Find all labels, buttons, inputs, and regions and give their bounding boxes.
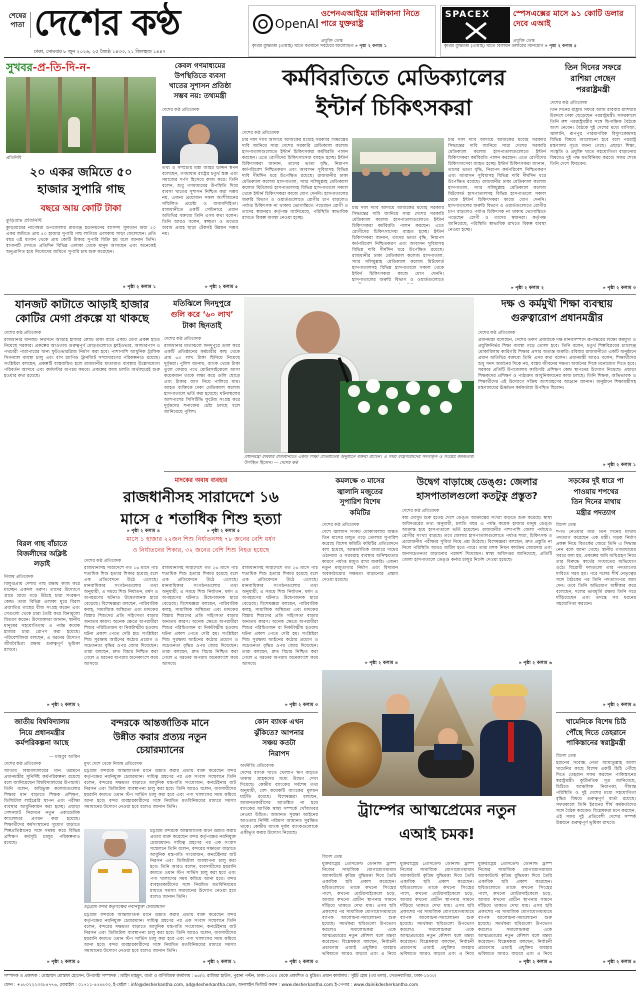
minister-resign-continue[interactable]: » পৃষ্ঠা ২ কলাম ৪ <box>602 703 636 708</box>
lead-body-col2: চার দফা দাবি আদায়ে আজকের মধ্যেই সরকারি সিদ্ধান্তের দাবি জানিয়ে সারা দেশের সরকারি মেডিক্যাল কলেজ হাসপাতালগুলোতে ইন্টার্ন চিকিৎসকরা কর্মবিরতি পালন করছেন। এতে রোগীদের চিকিৎসাসেবা ব্যাহত হচ্ছে। ইন্টার্ন চিকিৎসকরা জানান, তাদের ভাতা বৃদ্ধি, নিরাপদ কর্মপরিবেশ নিশ্চিতকরণ এবং আবাসন সুবিধাসহ বিভিন্ন দাবি দীর্ঘদিন ধরে উপেক্ষিত রয়েছে। রাজধানীর ঢাকা মেডিক্যাল কলেজ হাসপাতাল, স্যার সলিমুল্লাহ মেডিক্যাল কলেজ মিটফোর্ড হাসপাতালসহ বিভিন্ন হাসপাতালে সকাল থেকে ইন্টার্ন চিকিৎসকরা কাজে যোগ দেননি। হাসপাতালের জরুরি বিভাগ ও ওয়ার্ডগুলোতে <box>352 206 444 283</box>
port-chairman-caption: চট্টগ্রাম বন্দর কর্তৃপক্ষের নবনিযুক্ত চেয়ারম্যান <box>84 905 165 910</box>
education-byline: দেশের কণ্ঠ প্রতিবেদক <box>478 331 516 336</box>
port-chairman-photo <box>84 829 146 903</box>
megaproject-continue[interactable]: » পৃষ্ঠা ২ কলাম ৪ <box>126 529 160 534</box>
port-chairman-body-bottom: চট্টগ্রাম বন্দরকে আন্তর্জাতিক মানে উন্নীত করার প্রত্যয় ব্যক্ত করেছেন বন্দর কর্তৃপক্ষের নবনিযুক্ত চেয়ারম্যান। দায়িত্ব গ্রহণের পর এক সংবাদ সম্মেলনে তিনি বলেন, বন্দরের সক্ষমতা বাড়াতে আধুনিক যন্ত্রপাতি সংযোজন, কনটেইনার জট নিরসন এবং ডিজিটাল ব্যবস্থাপনা চালু করা হবে। তিনি আরও বলেন, ব্যবসায়ীদের হয়রানি কমাতে ওয়ান স্টপ সার্ভিস চালু করা হবে এবং পণ্য খালাসের সময় কমিয়ে আনা হবে। বন্দর ব্যবহারকারীদের সঙ্গে নিয়মিত মতবিনিময়ের মাধ্যমে সমস্যা সমাধানের উদ্যোগ নেওয়া হবে বলেও জানান তিনি। <box>84 913 236 954</box>
sukhobor-subhead: বছরে আয় কোটি টাকা <box>40 204 122 214</box>
openai-caption: কৃত্রিম বুদ্ধিমত্তা (এআই) খাতে বর্তমানে সবচেয়ে আলোচিত » পৃষ্ঠা ২ কলাম ১ <box>252 44 387 49</box>
lion-figure <box>326 722 382 788</box>
dengue-body: বর্ষা মৌসুম শুরু হতেই দেশে ডেঙ্গু আক্রান্তের সংখ্যা বাড়তে শুরু করেছে। স্বাস্থ্য অধিদপ্তরের তথ্য অনুযায়ী, চলতি বছর এ পর্যন্ত কয়েক হাজার মানুষ ডেঙ্গু আক্রান্ত হয়ে হাসপাতালে ভর্তি হয়েছেন। রাজধানীর পাশাপাশি জেলা পর্যায়েও রোগীর সংখ্যা বাড়ছে। তবে জেলার হাসপাতালগুলোতে পর্যাপ্ত শয্যা, চিকিৎসক ও প্রয়োজনীয় পরীক্ষার সুবিধা নিয়ে প্রশ্ন উঠেছে। বিশেষজ্ঞরা বলছেন, দ্রুত প্রস্তুতি না নিলে পরিস্থিতি আরও জটিল হতে পারে। তারা মশক নিধন কার্যক্রম জোরদার এবং জনসচেতনতা বাড়ানোর পরামর্শ দিয়েছেন। স্বাস্থ্য অধিদপ্তর জানিয়েছে, প্রতিটি জেলা হাসপাতালে ডেঙ্গু কর্নার চালুর নির্দেশ দেওয়া হয়েছে। <box>402 516 552 563</box>
bank-risk-headline[interactable]: কোন ব্যাংক এখন ঝুঁকিতে? আপনার সঞ্চয় কতটা নিরাপদ <box>254 718 304 758</box>
rare-tree-byline: নিজস্ব প্রতিবেদক <box>4 575 34 580</box>
russia-headline[interactable]: তিন দিনের সফরে রাশিয়া গেছেন পররাষ্ট্রমন্ত্রী <box>564 63 622 94</box>
fuel-committee-byline: দেশের কণ্ঠ প্রতিবেদক <box>322 523 360 528</box>
motijheel-headline[interactable]: মতিঝিলে দিনদুপুরে গুলি করে ‘৬০ লাখ’ টাকা ছিনতাই <box>170 299 234 330</box>
child-headline[interactable]: রাজধানীসহ সারাদেশে ১৬ মাসে ৫ শতাধিক শিশু হত্যা <box>120 488 282 528</box>
dengue-headline[interactable]: উদ্বেগ বাড়াচ্ছে ডেঙ্গু: জেলার হাসপাতালগুলো কতটুকু প্রস্তুত? <box>416 477 538 502</box>
sukhobor-credit: প্রতিনিধি <box>6 156 22 161</box>
child-continue[interactable]: » পৃষ্ঠা ২ কলাম ৩ <box>284 703 318 708</box>
port-chairman-body-side: চট্টগ্রাম বন্দরকে আন্তর্জাতিক মানে উন্নীত করার প্রত্যয় ব্যক্ত করেছেন বন্দর কর্তৃপক্ষের নবনিযুক্ত চেয়ারম্যান। দায়িত্ব গ্রহণের পর এক সংবাদ সম্মেলনে তিনি বলেন, বন্দরের সক্ষমতা বাড়াতে আধুনিক যন্ত্রপাতি সংযোজন, কনটেইনার জট নিরসন এবং ডিজিটাল ব্যবস্থাপনা চালু করা হবে। তিনি আরও বলেন, ব্যবসায়ীদের হয়রানি কমাতে ওয়ান স্টপ সার্ভিস চালু করা হবে এবং পণ্য খালাসের সময় কমিয়ে আনা হবে। বন্দর ব্যবহারকারীদের সঙ্গে নিয়মিত মতবিনিময়ের মাধ্যমে সমস্যা সমাধানের উদ্যোগ নেওয়া হবে বলেও জানান তিনি। <box>150 829 236 900</box>
bank-risk-body: দেশের ব্যাংক খাতে খেলাপি ঋণ বাড়তে থাকায় গ্রাহকদের মধ্যে উদ্বেগ দেখা দিয়েছে। কেন্দ্রীয় ব্যাংকের সর্বশেষ তথ্য অনুযায়ী, বেশ কয়েকটি ব্যাংকের মূলধন ঘাটতি রয়েছে। বিশেষজ্ঞরা বলছেন, আমানতকারীদের আতঙ্কিত না হয়ে ব্যাংকের আর্থিক স্বাস্থ্য সম্পর্কে খোঁজখবর নেওয়া উচিত। আমানত সুরক্ষা আইনের আওতায় নির্দিষ্ট পরিমাণ আমানত সুরক্ষিত থাকে। কেন্দ্রীয় ব্যাংক দুর্বল ব্যাংকগুলোকে একীভূত করার উদ্যোগ নিয়েছে। <box>240 771 318 836</box>
openai-headline[interactable]: ওপেনএআইয়ে মালিকানা নিতে পারে যুক্তরাষ্ট্র <box>321 9 420 28</box>
minister-byline: দেশের কণ্ঠ প্রতিবেদক <box>162 108 200 113</box>
sukhobor-body: কুড়িগ্রামের নাগেশ্বরী উপজেলার রায়গঞ্জ ইউনিয়নের বাসিন্দা সুলতান মিয়া ২০ একর জমিতে প্রায় ৫০ হাজার সুপারি গাছ লাগিয়ে এলাকায় সাড়া ফেলেছেন। প্রতি বছর এই বাগান থেকে প্রায় কোটি টাকার সুপারি বিক্রি হয় বলে জানান তিনি। বাগানটি দেখতে প্রতিদিন বিভিন্ন এলাকা থেকে মানুষ আসছেন এবং অনেকেই অনুপ্রাণিত হয়ে নিজেদের জমিতে সুপারি চাষ শুরু করেছেন। <box>6 226 156 255</box>
trump-ai-continue[interactable]: » পৃষ্ঠা ২ কলাম ৬ <box>518 960 552 965</box>
openai-byline: প্রযুক্তি ডেস্ক <box>321 39 343 44</box>
lead-body: চার দফা দাবি আদায়ে আজকের মধ্যেই সরকারি সিদ্ধান্তের দাবি জানিয়ে সারা দেশের সরকারি মেডিক্যাল কলেজ হাসপাতালগুলোতে ইন্টার্ন চিকিৎসকরা কর্মবিরতি পালন করছেন। এতে রোগীদের চিকিৎসাসেবা ব্যাহত হচ্ছে। ইন্টার্ন চিকিৎসকরা জানান, তাদের ভাতা বৃদ্ধি, নিরাপদ কর্মপরিবেশ নিশ্চিতকরণ এবং আবাসন সুবিধাসহ বিভিন্ন দাবি দীর্ঘদিন ধরে উপেক্ষিত রয়েছে। রাজধানীর ঢাকা মেডিক্যাল কলেজ হাসপাতাল, স্যার সলিমুল্লাহ মেডিক্যাল কলেজ মিটফোর্ড হাসপাতালসহ বিভিন্ন হাসপাতালে সকাল থেকে ইন্টার্ন চিকিৎসকরা কাজে যোগ দেননি। হাসপাতালের জরুরি বিভাগ ও ওয়ার্ডগুলোতে রোগীর চাপ বাড়লেও পর্যাপ্ত চিকিৎসক না থাকায় ভোগান্তিতে পড়েছেন রোগী ও তাদের স্বজনরা। কর্তৃপক্ষ জানিয়েছে, পরিস্থিতি স্বাভাবিক রাখতে বিকল্প ব্যবস্থা নেওয়া হচ্ছে। <box>242 138 348 221</box>
national-university-continue[interactable]: » পৃষ্ঠা ২ কলাম ৫ <box>46 960 80 965</box>
openai-logo-text: OpenAI <box>275 17 319 31</box>
megaproject-headline[interactable]: যানজট কাটাতে আড়াই হাজার কোটির মেগা প্রকল্পে যা থাকছে <box>15 298 149 325</box>
sukhobor-headline[interactable]: ২০ একর জমিতে ৫০ হাজার সুপারি গাছ <box>29 165 133 196</box>
port-chairman-body: চট্টগ্রাম বন্দরকে আন্তর্জাতিক মানে উন্নীত করার প্রত্যয় ব্যক্ত করেছেন বন্দর কর্তৃপক্ষের নবনিযুক্ত চেয়ারম্যান। দায়িত্ব গ্রহণের পর এক সংবাদ সম্মেলনে তিনি বলেন, বন্দরের সক্ষমতা বাড়াতে আধুনিক যন্ত্রপাতি সংযোজন, কনটেইনার জট নিরসন এবং ডিজিটাল ব্যবস্থাপনা চালু করা হবে। তিনি আরও বলেন, ব্যবসায়ীদের হয়রানি কমাতে ওয়ান স্টপ সার্ভিস চালু করা হবে এবং পণ্য খালাসের সময় কমিয়ে আনা হবে। বন্দর ব্যবহারকারীদের সঙ্গে নিয়মিত মতবিনিময়ের মাধ্যমে সমস্যা সমাধানের উদ্যোগ নেওয়া হবে বলেও জানান তিনি। <box>84 769 236 810</box>
port-chairman-article[interactable] <box>84 715 236 967</box>
openai-logo <box>251 10 319 38</box>
masthead-section-label: শেষের পাতা <box>5 12 31 38</box>
minister-article[interactable] <box>162 60 238 292</box>
khamenei-letter-article[interactable] <box>556 715 636 967</box>
rule-row3 <box>4 712 318 713</box>
russia-article[interactable] <box>550 60 636 292</box>
lead-body-col3: চার দফা দাবি আদায়ে আজকের মধ্যেই সরকারি সিদ্ধান্তের দাবি জানিয়ে সারা দেশের সরকারি মেডিক্যাল কলেজ হাসপাতালগুলোতে ইন্টার্ন চিকিৎসকরা কর্মবিরতি পালন করছেন। এতে রোগীদের চিকিৎসাসেবা ব্যাহত হচ্ছে। ইন্টার্ন চিকিৎসকরা জানান, তাদের ভাতা বৃদ্ধি, নিরাপদ কর্মপরিবেশ নিশ্চিতকরণ এবং আবাসন সুবিধাসহ বিভিন্ন দাবি দীর্ঘদিন ধরে উপেক্ষিত রয়েছে। রাজধানীর ঢাকা মেডিক্যাল কলেজ হাসপাতাল, স্যার সলিমুল্লাহ মেডিক্যাল কলেজ মিটফোর্ড হাসপাতালসহ বিভিন্ন হাসপাতালে সকাল থেকে ইন্টার্ন চিকিৎসকরা কাজে যোগ দেননি। হাসপাতালের জরুরি বিভাগ ও ওয়ার্ডগুলোতে রোগীর চাপ বাড়লেও পর্যাপ্ত চিকিৎসক না থাকায় ভোগান্তিতে পড়েছেন রোগী ও তাদের স্বজনরা। কর্তৃপক্ষ জানিয়েছে, পরিস্থিতি স্বাভাবিক রাখতে বিকল্প ব্যবস্থা নেওয়া হচ্ছে। <box>448 138 546 233</box>
openai-ad[interactable] <box>248 5 436 57</box>
child-body-col3: রাজধানীসহ সারাদেশে গত ১৬ মাসে পাঁচ শতাধিক শিশু হত্যার শিকার হয়েছে বলে এক প্রতিবেদনে উঠে এসেছে। মানবাধিকার সংগঠনগুলোর তথ্য অনুযায়ী, এ সময়ে শিশু নির্যাতন, ধর্ষণ ও অপহরণের ঘটনাও উদ্বেগজনক হারে বেড়েছে। বিশেষজ্ঞরা বলছেন, পারিবারিক কলহ, সামাজিক অস্থিরতা এবং মাদকের বিস্তার শিশুদের প্রতি সহিংসতা বাড়ার অন্যতম কারণ। অনেক ক্ষেত্রে অপরাধীরা শিশুর পরিচিতজন বা নিকটাত্মীয় হওয়ায় ঘটনা প্রকাশ পেতে দেরি হয়। সংশ্লিষ্টরা শিশু সুরক্ষায় আইনের কঠোর প্রয়োগ ও সচেতনতা বৃদ্ধির ওপর জোর দিয়েছেন। তারা বলছেন, দ্রুত বিচার নিশ্চিত করা গেলে এ ধরনের অপরাধ অনেকাংশে কমে আসবে। <box>242 566 318 667</box>
lead-headline[interactable]: কর্মবিরতিতে মেডিক্যালের ইন্টার্ন চিকিৎসকরা <box>282 66 506 121</box>
minister-resign-byline: বিদেশ ডেস্ক <box>556 523 576 528</box>
child-murder-article[interactable] <box>84 474 318 710</box>
trump-ai-body-col3: যুক্তরাষ্ট্রের প্রেসিডেন্ট ডোনাল্ড ট্রাম্প নিজের সামাজিক যোগাযোগমাধ্যম অ্যাকাউন্টে কৃত্রিম বুদ্ধিমত্তা দিয়ে তৈরি একাধিক ছবি প্রকাশ করেছেন। ছবিগুলোতে তাকে কখনো সিংহের পাশে, কখনো মোটরসাইকেলে চড়ে, আবার কখনো প্রাচীন স্থাপনার সামনে দাঁড়িয়ে থাকতে দেখা যায়। এসব ছবি প্রকাশের পর সামাজিক যোগাযোগমাধ্যমে ব্যাপক আলোচনা-সমালোচনা শুরু হয়েছে। সমর্থকরা ছবিগুলো উপভোগ করলেও সমালোচকরা একে আত্মপ্রচারের নতুন কৌশল বলে মন্তব্য করেছেন। বিশ্লেষকরা বলছেন, নির্বাচনী প্রচারণায় এআই প্রযুক্তির ব্যবহার ভবিষ্যতে আরও বাড়বে এবং এ নিয়ে <box>478 862 552 956</box>
minister-headline[interactable]: কেবল গণমাধ্যমের উপস্থিতিতে ব্যবসা খাতের সুশাসন প্রতিষ্ঠা সম্ভব নয়: তথ্যমন্ত্রী <box>168 62 232 100</box>
motijheel-continue[interactable]: » পৃষ্ঠা ২ কলাম ৫ <box>206 529 240 534</box>
national-university-author: — মাহবুব আমিন <box>49 755 80 760</box>
spacex-logo <box>442 7 510 43</box>
minister-resign-body: শপথ নেওয়ার মাত্র তিন দিনের মাথায় পদত্যাগ করেছেন এক মন্ত্রী। সড়ক নির্মাণ প্রকল্প নিয়ে বিতর্কের জেরে তিনি এ সিদ্ধান্ত নেন বলে জানা গেছে। স্থানীয় গণমাধ্যমের খবরে বলা হয়, প্রকল্পের জমি অধিগ্রহণ নিয়ে তার বিরুদ্ধে স্বার্থের সংঘাতের অভিযোগ ওঠে। বিরোধী দলগুলো তার পদত্যাগের দাবিতে সরব হয়। পরে দলের শীর্ষ নেতৃত্বের সঙ্গে বৈঠকের পর তিনি পদত্যাগপত্র জমা দেন। তবে তিনি অভিযোগ অস্বীকার করে বলেছেন, দলের ভাবমূর্তি রক্ষায় তিনি সরে দাঁড়িয়েছেন এবং তদন্তে সব ধরনের সহযোগিতা করবেন। <box>556 530 636 607</box>
rule-row2 <box>164 471 636 472</box>
trump-ai-article[interactable] <box>322 670 552 967</box>
motijheel-body: রাজধানীর মতিঝিলে দিনদুপুরে গুলি করে একটি প্রতিষ্ঠানের কর্মচারীর কাছ থেকে প্রায় ৬০ লাখ টাকা ছিনিয়ে নিয়েছে দুর্বৃত্তরা। পুলিশ জানায়, ব্যাংক থেকে টাকা তুলে ফেরার পথে মোটরসাইকেলে আসা কয়েকজন তাকে লক্ষ্য করে গুলি ছোড়ে এবং টাকার ব্যাগ নিয়ে পালিয়ে যায়। আহত ব্যক্তিকে ঢাকা মেডিক্যাল কলেজ হাসপাতালে ভর্তি করা হয়েছে। ঘটনাস্থলের আশপাশের সিসিটিভি ফুটেজ সংগ্রহ করে দুর্বৃত্তদের শনাক্তের চেষ্টা চলছে বলে জানিয়েছে পুলিশ। <box>164 344 240 415</box>
minister-resign-headline[interactable]: সড়কের দুই ধারে পা পাওয়ায় শপথের তিন দিনের মাথায় মন্ত্রীর পদত্যাগ <box>568 477 624 517</box>
education-headline[interactable]: দক্ষ ও কর্মমুখী শিক্ষা ব্যবস্থায় গুরুত্বারোপ প্রধানমন্ত্রীর <box>501 299 613 324</box>
trump-ai-headline[interactable]: ট্রাম্পের আত্মপ্রেমের নতুন এআই চমক! <box>357 801 517 843</box>
minister-body: তথ্য ও সম্প্রচার মন্ত্রী জহির উদ্দিন স্বপন বলেছেন, গণমাধ্যম রাষ্ট্রের চতুর্থ স্তম্ভ এবং সমাজের দর্পণ হিসেবে কাজ করে। তিনি বলেন, শুধু গণমাধ্যমের উপস্থিতি দিয়ে ব্যবসা খাতের সুশাসন নিশ্চিত করা সম্ভব নয়, এজন্য প্রয়োজন সকল অংশীজনের সম্মিলিত প্রচেষ্টা ও জবাবদিহিতা। রাজধানীতে একটি সেমিনারে প্রধান অতিথির বক্তব্যে তিনি এসব কথা বলেন। তিনি আরও বলেন, স্বচ্ছতা ও তথ্যের অবাধ প্রবাহ ছাড়া টেকসই উন্নয়ন সম্ভব নয়। <box>162 166 238 237</box>
spacex-byline: প্রযুক্তি ডেস্ক <box>513 39 535 44</box>
betel-nut-photo <box>6 77 156 153</box>
dateline: ঢাকা, সোমবার ৮ জুন ২০২৬, ২৫ জ্যৈষ্ঠ ১৪৩৩, ২১ জিলহজ ১৪৪৭ <box>34 50 166 55</box>
lead-protest-photo <box>352 138 444 202</box>
spacex-logo-text: SPACEX <box>445 10 490 20</box>
fuel-committee-article[interactable] <box>322 474 398 668</box>
rare-tree-article[interactable] <box>4 538 80 710</box>
bank-risk-continue[interactable]: » পৃষ্ঠা ২ কলাম ৩ <box>284 960 318 965</box>
x-mark-icon <box>464 21 488 41</box>
fuel-committee-body: দেশে জ্বালানি সংকট মোকাবিলায় অন্তত তিন মাসের মজুত গড়ে তোলার সুপারিশ করেছে বিশেষ কমিটি। কমিটির প্রতিবেদনে বলা হয়েছে, আন্তর্জাতিক বাজারে দামের ওঠানামা ও সরবরাহ ব্যবস্থার অনিশ্চয়তার কারণে পর্যাপ্ত মজুত রাখা জরুরি। এজন্য নতুন মজুতাগার নির্মাণ এবং বিদ্যমান অবকাঠামোর সক্ষমতা বাড়ানোর প্রস্তাব দেওয়া হয়েছে। <box>322 530 398 583</box>
child-body-col2: রাজধানীসহ সারাদেশে গত ১৬ মাসে পাঁচ শতাধিক শিশু হত্যার শিকার হয়েছে বলে এক প্রতিবেদনে উঠে এসেছে। মানবাধিকার সংগঠনগুলোর তথ্য অনুযায়ী, এ সময়ে শিশু নির্যাতন, ধর্ষণ ও অপহরণের ঘটনাও উদ্বেগজনক হারে বেড়েছে। বিশেষজ্ঞরা বলছেন, পারিবারিক কলহ, সামাজিক অস্থিরতা এবং মাদকের বিস্তার শিশুদের প্রতি সহিংসতা বাড়ার অন্যতম কারণ। অনেক ক্ষেত্রে অপরাধীরা শিশুর পরিচিতজন বা নিকটাত্মীয় হওয়ায় ঘটনা প্রকাশ পেতে দেরি হয়। সংশ্লিষ্টরা শিশু সুরক্ষায় আইনের কঠোর প্রয়োগ ও সচেতনতা বৃদ্ধির ওপর জোর দিয়েছেন। তারা বলছেন, দ্রুত বিচার নিশ্চিত করা গেলে এ ধরনের অপরাধ অনেকাংশে কমে আসবে। <box>162 566 238 667</box>
trump-ai-body-col2: যুক্তরাষ্ট্রের প্রেসিডেন্ট ডোনাল্ড ট্রাম্প নিজের সামাজিক যোগাযোগমাধ্যম অ্যাকাউন্টে কৃত্রিম বুদ্ধিমত্তা দিয়ে তৈরি একাধিক ছবি প্রকাশ করেছেন। ছবিগুলোতে তাকে কখনো সিংহের পাশে, কখনো মোটরসাইকেলে চড়ে, আবার কখনো প্রাচীন স্থাপনার সামনে দাঁড়িয়ে থাকতে দেখা যায়। এসব ছবি প্রকাশের পর সামাজিক যোগাযোগমাধ্যমে ব্যাপক আলোচনা-সমালোচনা শুরু হয়েছে। সমর্থকরা ছবিগুলো উপভোগ করলেও সমালোচকরা একে আত্মপ্রচারের নতুন কৌশল বলে মন্তব্য করেছেন। বিশ্লেষকরা বলছেন, নির্বাচনী প্রচারণায় এআই প্রযুক্তির ব্যবহার ভবিষ্যতে আরও বাড়বে এবং এ নিয়ে <box>400 862 474 956</box>
dengue-byline: দেশের কণ্ঠ প্রতিবেদক <box>402 509 440 514</box>
pm-photo-caption: প্রধানমন্ত্রী রবিবার রাজধানীতে একটি শিক্ষা প্রতিষ্ঠানের অনুষ্ঠানে বক্তব্য রাখেন। এ সময় মন্ত্রিপরিষদের সদস্যবৃন্দ ও সংশ্লিষ্ট কর্মকর্তারা উপস্থিত ছিলেন। — দেশের কণ্ঠ <box>244 455 474 466</box>
education-continue[interactable]: » পৃষ্ঠা ২ কলাম ১ <box>602 463 636 468</box>
port-chairman-continue[interactable]: » পৃষ্ঠা ২ কলাম ১ <box>202 960 236 965</box>
sukhobor-label: সুখবর-প্র-তি-দি-ন- <box>6 61 91 74</box>
motijheel-byline: দেশের কণ্ঠ প্রতিবেদক <box>164 337 202 342</box>
spacex-headline[interactable]: স্পেসএক্সের মাসে ৯১ কোটি ডলার দেবে এআই <box>513 9 624 28</box>
national-university-article[interactable] <box>4 715 80 967</box>
national-university-body: জাতীয় বিশ্ববিদ্যালয়ের মান উন্নয়নে প্রধানমন্ত্রীর সুনির্দিষ্ট কর্মপরিকল্পনা রয়েছে বলে জানিয়েছেন বিশ্ববিদ্যালয়ের উপাচার্য। তিনি বলেন, অধিভুক্ত কলেজগুলোর শিক্ষার মান বাড়াতে শিক্ষক প্রশিক্ষণ, ডিজিটাল লাইব্রেরি স্থাপন এবং পরীক্ষা ব্যবস্থার আধুনিকায়ন করা হচ্ছে। এছাড়া সেশনজট নিরসনে নতুন একাডেমিক ক্যালেন্ডার প্রণয়ন করা হয়েছে। শিক্ষার্থীদের কর্মসংস্থানের সুযোগ বাড়াতে শিল্পপ্রতিষ্ঠানের সঙ্গে সমন্বয় করে বিভিন্ন প্রশিক্ষণ কর্মসূচি চালুর পরিকল্পনাও রয়েছে। <box>4 769 80 846</box>
khamenei-letter-headline[interactable]: খামেনিকে বিশেষ চিঠি পৌঁছে দিতে তেহরানে পাকিস্তানের স্বরাষ্ট্রমন্ত্রী <box>565 718 627 747</box>
footer-rule <box>4 970 636 971</box>
minister-continue[interactable]: » পৃষ্ঠা ২ কলাম ৫ <box>204 285 238 290</box>
child-byline: দেশের কণ্ঠ প্রতিবেদক <box>84 559 122 564</box>
imprint-line-1: সম্পাদক ও প্রকাশক : মোহাম্মদ মোস্তফা হোসেন, উপদেষ্টা সম্পাদক : মাহিদ মাহমুদ, বার্তা ও বাণিজ্যিক কার্যালয় : ৬৫/৩, রাজিয়া হাউস, পুরানা পল্টন, ঢাকা-১০০০ থেকে প্রকাশিত ও মুদ্রিত। প্রধান কার্যালয় : সুইট হোম (৩য় তলা), সেগুনবাগিচা, ঢাকা-১০০০। <box>4 974 437 979</box>
bank-risk-article[interactable] <box>240 715 318 967</box>
minister-resign-article[interactable] <box>556 474 636 710</box>
education-body: প্রধানমন্ত্রী বলেছেন, দেশের তরুণ প্রজন্মকে দক্ষ মানবসম্পদে রূপান্তরের লক্ষ্যে কর্মমুখী ও প্রযুক্তিনির্ভর শিক্ষা ব্যবস্থা গড়ে তোলা হবে। তিনি বলেন, চতুর্থ শিল্পবিপ্লবের চ্যালেঞ্জ মোকাবিলায় কারিগরি শিক্ষার প্রসার অত্যন্ত জরুরি। রবিবার রাজধানীতে একটি অনুষ্ঠানে প্রধান অতিথির বক্তব্যে তিনি এসব কথা বলেন। প্রধানমন্ত্রী আরও বলেন, শিক্ষার্থীদের শুধু সনদ অর্জনের দিকে নয়, বাস্তব জীবনের দক্ষতা অর্জনের দিকে মনোযোগ দিতে হবে। সরকার প্রতিটি উপজেলায় কারিগরি প্রশিক্ষণ কেন্দ্র স্থাপনের উদ্যোগ নিয়েছে। এছাড়া শিক্ষকদের প্রশিক্ষণ ও পাঠ্যক্রম আধুনিকায়নের কাজ চলছে। তিনি শিক্ষক, অভিভাবক ও শিক্ষার্থীদের এই উদ্যোগে সক্রিয় অংশগ্রহণের আহ্বান জানান। অনুষ্ঠানে শিক্ষামন্ত্রীসহ মন্ত্রণালয়ের ঊর্ধ্বতন কর্মকর্তারা উপস্থিত ছিলেন। <box>478 338 636 391</box>
russia-continue[interactable]: » পৃষ্ঠা ২ কলাম ৩ <box>602 286 636 291</box>
child-body: রাজধানীসহ সারাদেশে গত ১৬ মাসে পাঁচ শতাধিক শিশু হত্যার শিকার হয়েছে বলে এক প্রতিবেদনে উঠে এসেছে। মানবাধিকার সংগঠনগুলোর তথ্য অনুযায়ী, এ সময়ে শিশু নির্যাতন, ধর্ষণ ও অপহরণের ঘটনাও উদ্বেগজনক হারে বেড়েছে। বিশেষজ্ঞরা বলছেন, পারিবারিক কলহ, সামাজিক অস্থিরতা এবং মাদকের বিস্তার শিশুদের প্রতি সহিংসতা বাড়ার অন্যতম কারণ। অনেক ক্ষেত্রে অপরাধীরা শিশুর পরিচিতজন বা নিকটাত্মীয় হওয়ায় ঘটনা প্রকাশ পেতে দেরি হয়। সংশ্লিষ্টরা শিশু সুরক্ষায় আইনের কঠোর প্রয়োগ ও সচেতনতা বৃদ্ধির ওপর জোর দিয়েছেন। তারা বলছেন, দ্রুত বিচার নিশ্চিত করা গেলে এ ধরনের অপরাধ অনেকাংশে কমে আসবে। <box>84 566 158 667</box>
rare-tree-body: বিলুপ্তপ্রায় দেশীয় গাছ রক্ষায় কাজ করে যাচ্ছেন একদল তরুণ। তাদের উদ্যোগে গ্রামে গ্রামে গড়ে উঠছে চারা সংরক্ষণ কেন্দ্র। তারা বিভিন্ন এলাকা ঘুরে বিরল প্রজাতির গাছের বীজ সংগ্রহ করেন এবং সেগুলো থেকে চারা তৈরি করে বিনামূল্যে বিতরণ করেন। উদ্যোক্তারা জানান, স্থানীয় মানুষের সহযোগিতায় এ পর্যন্ত কয়েক হাজার চারা রোপণ করা হয়েছে। পরিবেশবিদরা বলছেন, এ ধরনের উদ্যোগ জীববৈচিত্র্য রক্ষায় গুরুত্বপূর্ণ ভূমিকা রাখবে। <box>4 582 80 653</box>
national-university-headline[interactable]: জাতীয় বিশ্ববিদ্যালয় নিয়ে প্রধানমন্ত্রীর কর্মপরিকল্পনা আছে <box>14 718 70 747</box>
fuel-committee-continue[interactable]: » পৃষ্ঠা ২ কলাম ৪ <box>364 661 398 666</box>
pm-figure <box>296 311 340 355</box>
khamenei-letter-byline: বিদেশ ডেস্ক <box>556 754 576 759</box>
khamenei-letter-body: ইরানের সর্বোচ্চ নেতা আয়াতুল্লাহ আলী খামেনির কাছে বিশেষ একটি চিঠি পৌঁছে দিতে তেহরান সফর করছেন পাকিস্তানের স্বরাষ্ট্রমন্ত্রী। কূটনৈতিক সূত্র জানিয়েছে, চিঠিতে আঞ্চলিক নিরাপত্তা, সীমান্ত পরিস্থিতি ও দুই দেশের মধ্যে সহযোগিতা বৃদ্ধির বিষয়ে গুরুত্বপূর্ণ বার্তা রয়েছে। সফরকালে তিনি ইরানের শীর্ষ কর্মকর্তাদের সঙ্গে বৈঠক করবেন। বিশ্লেষকরা মনে করছেন, এই সফর দুই প্রতিবেশী দেশের সম্পর্ক উন্নয়নে গুরুত্বপূর্ণ ভূমিকা রাখবে। <box>556 761 636 826</box>
spacex-ad[interactable] <box>440 5 636 57</box>
education-article[interactable] <box>478 297 636 469</box>
trump-ai-byline: বিদেশ ডেস্ক <box>322 855 342 860</box>
port-chairman-headline[interactable]: বন্দরকে আন্তর্জাতিক মানে উন্নীত করার প্রত্যয় নতুন চেয়ারম্যানের <box>110 718 210 756</box>
sukhobor-byline: কুড়িগ্রাম প্রতিনিধি <box>6 218 42 224</box>
bank-risk-byline: অর্থনীতি প্রতিবেদক <box>240 764 274 769</box>
sukhobor-continue[interactable]: » পৃষ্ঠা ২ কলাম ১ <box>122 285 156 290</box>
fuel-committee-headline[interactable]: কমলক্ষে ৩ মাসের জ্বালানি মজুতের সুপারিশ বিশেষ কমিটির <box>335 477 385 517</box>
rule-row1 <box>4 294 636 295</box>
megaproject-byline: দেশের কণ্ঠ প্রতিবেদক <box>4 331 42 336</box>
russia-body: তিন দিনের রাষ্ট্রীয় সফরে আজ রবিবার রাশিয়ার উদ্দেশে ঢাকা ছেড়েছেন পররাষ্ট্রমন্ত্রী। সফরকালে তিনি রুশ পররাষ্ট্রমন্ত্রীর সঙ্গে দ্বিপাক্ষিক বৈঠকে অংশ নেবেন। বৈঠকে দুই দেশের মধ্যে বাণিজ্য, জ্বালানি, রূপপুর পারমাণবিক বিদ্যুৎকেন্দ্রসহ বিভিন্ন বিষয়ে আলোচনা হবে বলে পররাষ্ট্র মন্ত্রণালয় সূত্রে জানা গেছে। এছাড়া শিক্ষা, সংস্কৃতি ও প্রযুক্তি খাতে সহযোগিতা বাড়ানোর বিষয়েও দুই পক্ষ মতবিনিময় করবে। সফর শেষে তিনি দেশে ফিরবেন। <box>550 108 636 167</box>
sukhobor-box[interactable] <box>4 60 158 292</box>
dengue-continue[interactable]: » পৃষ্ঠা ২ কলাম ৬ <box>518 661 552 666</box>
imprint-footer <box>4 972 636 992</box>
lead-continue[interactable]: » পৃষ্ঠা ২ কলাম ২ <box>510 286 544 291</box>
lead-story[interactable] <box>242 60 546 292</box>
imprint-line-2[interactable]: ফোন : +৮৮০২২২৩৩৮৪৭৭৬, মোবাইল : ০১৭১১-৫৫৪৪৩৩, ই-মেইল : info@desherkantha.com, ad@desherkantha.com, অনলাইন ভিজিট করুন : www.desherkantha.com ই-পেপার : www.dainikdesherkantha.com <box>4 983 419 988</box>
trump-ai-body: যুক্তরাষ্ট্রের প্রেসিডেন্ট ডোনাল্ড ট্রাম্প নিজের সামাজিক যোগাযোগমাধ্যম অ্যাকাউন্টে কৃত্রিম বুদ্ধিমত্তা দিয়ে তৈরি একাধিক ছবি প্রকাশ করেছেন। ছবিগুলোতে তাকে কখনো সিংহের পাশে, কখনো মোটরসাইকেলে চড়ে, আবার কখনো প্রাচীন স্থাপনার সামনে দাঁড়িয়ে থাকতে দেখা যায়। এসব ছবি প্রকাশের পর সামাজিক যোগাযোগমাধ্যমে ব্যাপক আলোচনা-সমালোচনা শুরু হয়েছে। সমর্থকরা ছবিগুলো উপভোগ করলেও সমালোচকরা একে আত্মপ্রচারের নতুন কৌশল বলে মন্তব্য করেছেন। বিশ্লেষকরা বলছেন, নির্বাচনী প্রচারণায় এআই প্রযুক্তির ব্যবহার ভবিষ্যতে আরও বাড়বে এবং এ নিয়ে <box>322 862 396 956</box>
megaproject-body: রাজধানীর যানজট নিরসনে আড়াই হাজার কোটি টাকা ব্যয়ে একটি মেগা প্রকল্প হাতে নিয়েছে সরকার। প্রকল্পের আওতায় গুরুত্বপূর্ণ মোড়গুলোতে ফ্লাইওভার, আন্ডারপাস ও পথচারী পারাপারের জন্য ফুটওভারব্রিজ নির্মাণ করা হবে। পাশাপাশি আধুনিক ট্রাফিক সিগন্যাল ব্যবস্থা চালু এবং বাস র‍্যাপিড ট্রানজিট সম্প্রসারণের পরিকল্পনাও রয়েছে। সংশ্লিষ্টরা বলছেন, প্রকল্পটি বাস্তবায়িত হলে রাজধানীর যাতায়াত ব্যবস্থায় উল্লেখযোগ্য পরিবর্তন আসবে এবং কর্মঘণ্টার অপচয় কমবে। প্রকল্পের কাজ চলতি অর্থবছরেই শুরু হওয়ার কথা রয়েছে। <box>4 338 160 379</box>
masthead-title[interactable]: দেশের কণ্ঠ <box>34 3 180 44</box>
port-chairman-byline: মুখ্য দেশে থেকে নিজস্ব প্রতিবেদক <box>84 762 142 767</box>
drug-kicker: মাদকের অবাধ ব্যবহার <box>174 477 228 484</box>
khamenei-letter-continue[interactable]: » পৃষ্ঠা ২ কলাম ৪ <box>602 960 636 965</box>
minister-photo <box>162 116 238 164</box>
rule-right-bottom <box>556 712 636 713</box>
russia-byline: দেশের কণ্ঠ প্রতিবেদক <box>550 101 588 106</box>
pm-speech-photo[interactable] <box>244 297 474 453</box>
national-university-byline: দেশের কণ্ঠ প্রতিবেদক <box>4 762 42 767</box>
rare-tree-continue[interactable]: » পৃষ্ঠা ২ কলাম ২ <box>46 703 80 708</box>
spacex-caption: কৃত্রিম বুদ্ধিমত্তা (এআই) খাতে বিলিয়ন ডলারের বিনিয়োগ » পৃষ্ঠা ২ কলাম ৫ <box>444 44 577 49</box>
masthead-rule <box>4 57 636 58</box>
dengue-article[interactable] <box>402 474 552 668</box>
lead-byline: দেশের কণ্ঠ প্রতিবেদক <box>242 131 280 136</box>
trump-ai-photo <box>322 670 552 796</box>
child-subhead: মাসে ১ হাজার ২২জন শিশু নির্যাতনসহ ৭৮ জনের বেশি ধর্ষণ ও নির্যাতনের শিকার, ৩২ জনের বেশি শিশু নিহত হয়েছে <box>126 536 276 554</box>
rare-tree-headline[interactable]: বিরল গাছ বাঁচাতে বিজলীদের অক্লিষ্ট লড়াই <box>16 540 68 568</box>
